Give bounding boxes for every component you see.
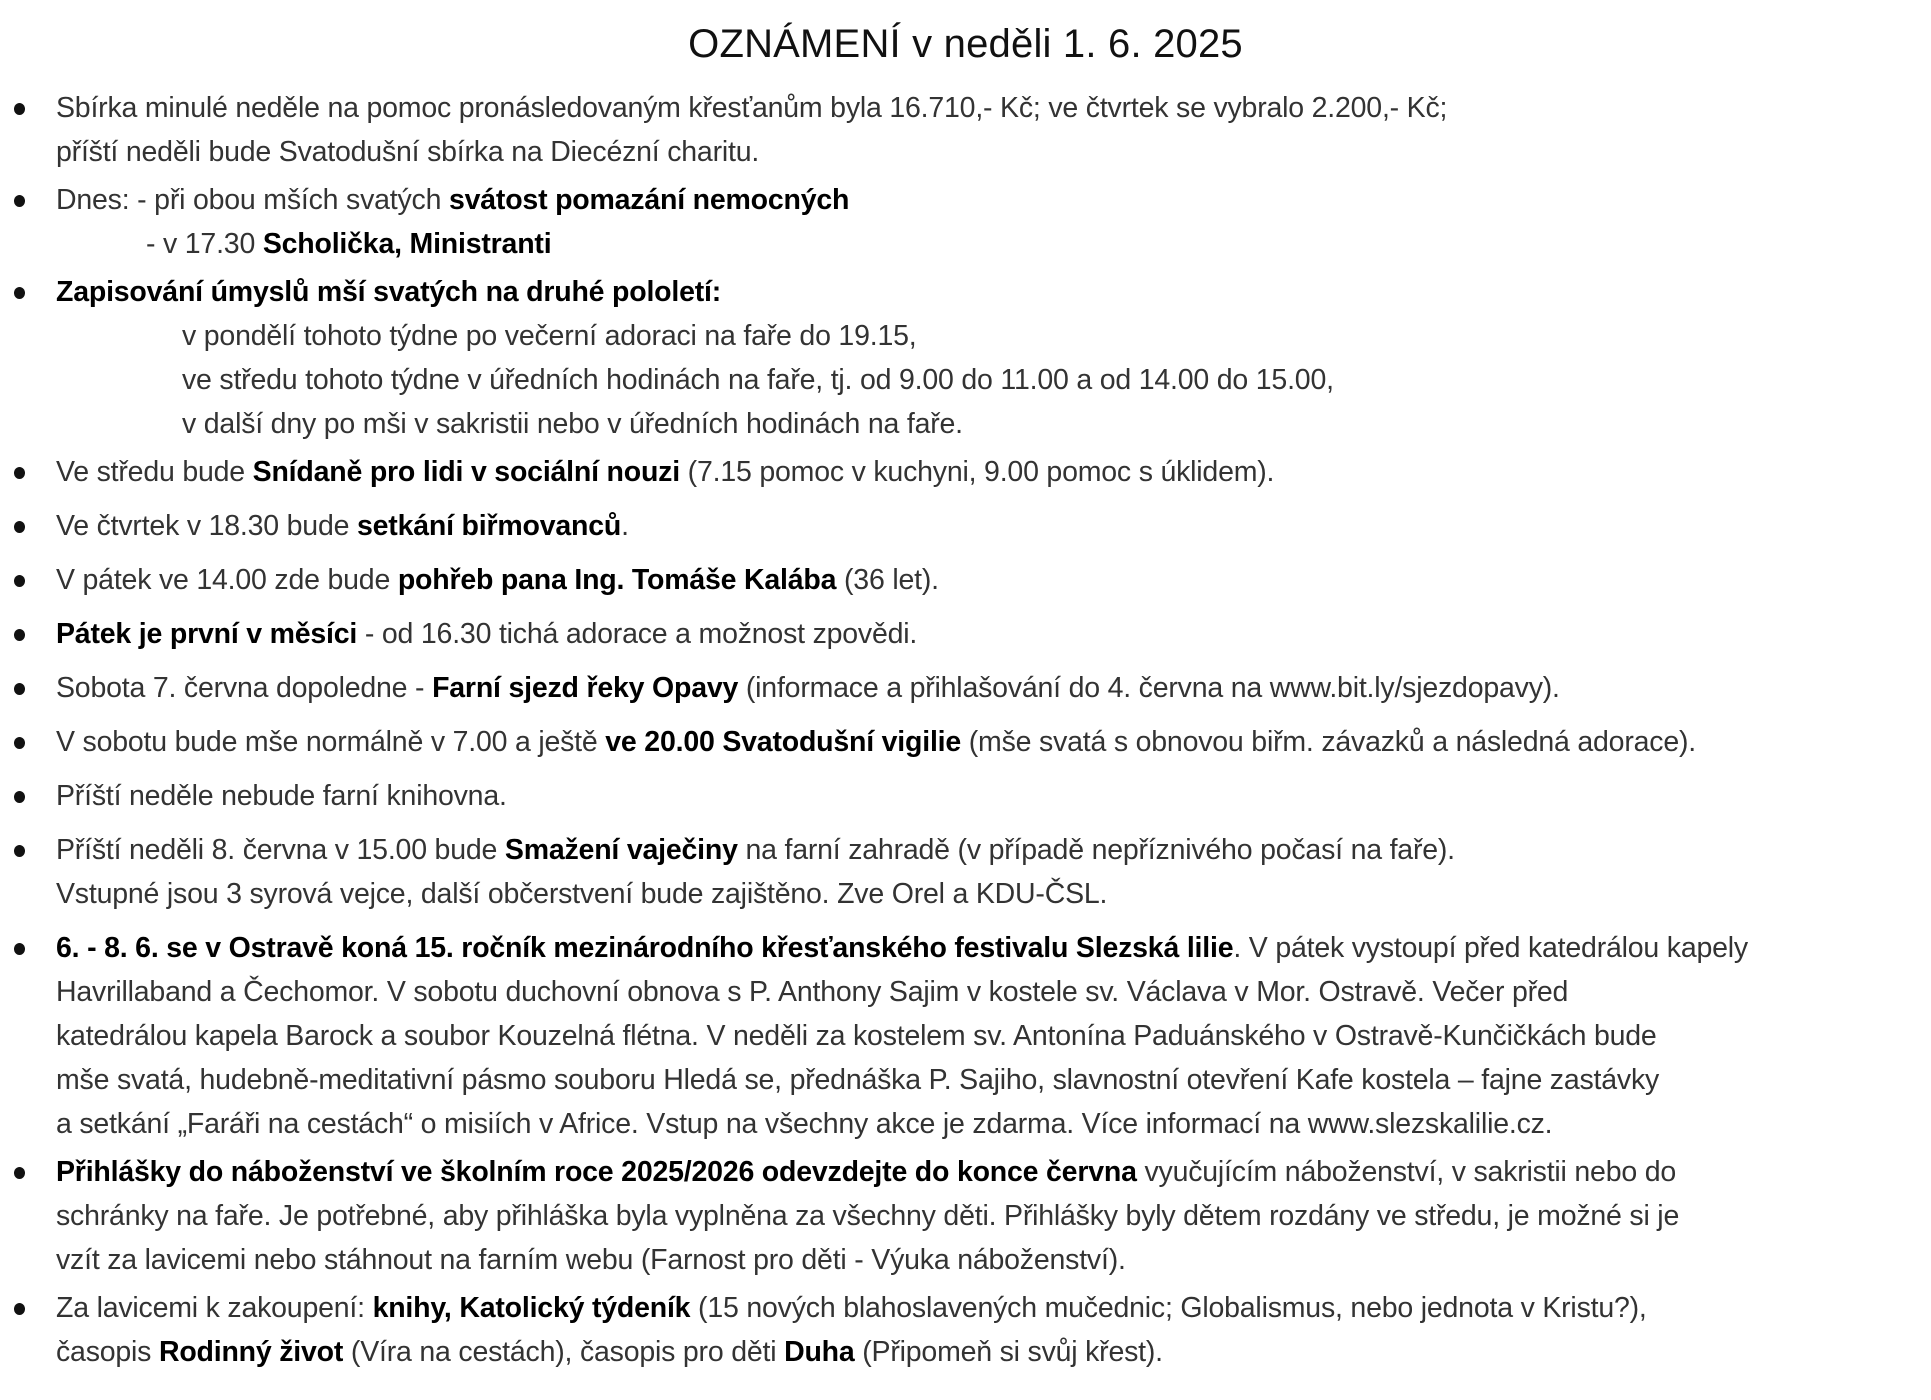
announcement-item <box>0 178 1931 266</box>
text-segment: (Připomeň si svůj křest). <box>854 1336 1163 1368</box>
text-segment: Ve čtvrtek v 18.30 bude <box>56 510 357 542</box>
text-segment: vyučujícím náboženství, v sakristii nebo do <box>1136 1156 1677 1188</box>
emphasis-text: pohřeb pana Ing. Tomáše Kalába <box>397 564 837 596</box>
announcement-item <box>0 926 1931 1146</box>
announcement-item <box>0 270 1931 446</box>
text-segment: Sbírka minulé neděle na pomoc pronásledovaným křesťanům byla 16.710,- Kč; ve čtvrtek se vybralo 2.200,- Kč; <box>56 92 1448 124</box>
announcement-list <box>0 86 1931 1378</box>
text-segment: (15 nových blahoslavených mučednic; Globalismus, nebo jednota v Kristu?), <box>690 1292 1647 1324</box>
bullet-icon <box>14 845 25 857</box>
text-line <box>56 1330 1931 1374</box>
bullet-icon <box>14 1167 25 1179</box>
emphasis-text: setkání biřmovanců <box>356 510 622 542</box>
text-segment: mše svatá, hudebně-meditativní pásmo souboru Hledá se, přednáška P. Sajiho, slavnostní otevření Kafe kostela – fajne zastávky <box>56 1064 1660 1096</box>
emphasis-text: Pátek je první v měsíci <box>56 618 358 650</box>
emphasis-text: Scholička, Ministranti <box>262 228 552 260</box>
text-line <box>56 86 1931 130</box>
text-line <box>56 178 1931 222</box>
text-segment: . <box>621 510 629 542</box>
text-line <box>56 828 1931 872</box>
text-line <box>56 314 1931 358</box>
bullet-icon <box>14 629 25 641</box>
text-segment: (Víra na cestách), časopis pro děti <box>343 1336 785 1368</box>
text-line <box>56 1150 1931 1194</box>
emphasis-text: ve 20.00 Svatodušní vigilie <box>605 726 962 758</box>
bullet-icon <box>14 737 25 749</box>
text-segment: schránky na faře. Je potřebné, aby přihláška byla vyplněna za všechny děti. Přihlášky byly dětem rozdány ve středu, je možné si je <box>56 1200 1680 1232</box>
emphasis-text: Duha <box>784 1336 855 1368</box>
announcement-item <box>0 1286 1931 1374</box>
text-segment: Havrillaband a Čechomor. V sobotu duchovní obnova s P. Anthony Sajim v kostele sv. Václava v Mor. Ostravě. Večer před <box>56 976 1569 1008</box>
announcement-item <box>0 450 1931 494</box>
text-segment: v další dny po mši v sakristii nebo v úředních hodinách na faře. <box>182 408 963 440</box>
text-line <box>56 558 1931 602</box>
emphasis-text: Přihlášky do náboženství ve školním roce 2025/2026 odevzdejte do konce června <box>56 1156 1137 1188</box>
text-segment: . V pátek vystoupí před katedrálou kapely <box>1233 932 1748 964</box>
announcement-item <box>0 612 1931 656</box>
text-segment: (7.15 pomoc v kuchyni, 9.00 pomoc s úklidem). <box>679 456 1275 488</box>
emphasis-text: Smažení vaječiny <box>504 834 738 866</box>
text-segment: (informace a přihlašování do 4. června na www.bit.ly/sjezdopavy). <box>738 672 1560 704</box>
announcement-item <box>0 558 1931 602</box>
bullet-icon <box>14 791 25 803</box>
bullet-icon <box>14 943 25 955</box>
text-line <box>56 1286 1931 1330</box>
emphasis-text: Zapisování úmyslů mší svatých na druhé pololetí: <box>56 276 722 308</box>
text-line <box>56 222 1931 266</box>
bullet-icon <box>14 287 25 299</box>
text-line <box>56 612 1931 656</box>
text-line <box>56 926 1931 970</box>
announcement-item <box>0 504 1931 548</box>
text-line <box>56 774 1931 818</box>
text-line <box>56 1014 1931 1058</box>
bullet-icon <box>14 103 25 115</box>
emphasis-text: Rodinný život <box>158 1336 344 1368</box>
text-segment: Dnes: - při obou mších svatých <box>56 184 449 216</box>
text-segment: V pátek ve 14.00 zde bude <box>56 564 398 596</box>
text-segment: (36 let). <box>836 564 939 596</box>
emphasis-text: knihy, Katolický týdeník <box>372 1292 691 1324</box>
text-segment: ve středu tohoto týdne v úředních hodinách na faře, tj. od 9.00 do 11.00 a od 14.00 do 15.00, <box>182 364 1334 396</box>
text-segment: na farní zahradě (v případě nepříznivého počasí na faře). <box>737 834 1455 866</box>
text-segment: příští neděli bude Svatodušní sbírka na Diecézní charitu. <box>56 136 760 168</box>
text-line <box>56 358 1931 402</box>
text-segment: a setkání „Faráři na cestách“ o misiích v Africe. Vstup na všechny akce je zdarma. Více informací na www.slezskalilie.cz. <box>56 1108 1553 1140</box>
emphasis-text: Snídaně pro lidi v sociální nouzi <box>252 456 680 488</box>
text-segment: - od 16.30 tichá adorace a možnost zpovědi. <box>357 618 918 650</box>
text-segment: Vstupné jsou 3 syrová vejce, další občerstvení bude zajištěno. Zve Orel a KDU-ČSL. <box>56 878 1108 910</box>
text-segment: Za lavicemi k zakoupení: <box>56 1292 373 1324</box>
announcement-item <box>0 666 1931 710</box>
text-line <box>56 450 1931 494</box>
announcement-item <box>0 1150 1931 1282</box>
text-segment: časopis <box>56 1336 159 1368</box>
bullet-icon <box>14 521 25 533</box>
text-line <box>56 270 1931 314</box>
text-line <box>56 130 1931 174</box>
text-segment: Ve středu bude <box>56 456 253 488</box>
text-line <box>56 666 1931 710</box>
text-line <box>56 970 1931 1014</box>
bullet-icon <box>14 575 25 587</box>
page-title: OZNÁMENÍ v neděli 1. 6. 2025 <box>688 22 1243 66</box>
text-segment: vzít za lavicemi nebo stáhnout na farním webu (Farnost pro děti - Výuka náboženství). <box>56 1244 1126 1276</box>
text-segment: - v 17.30 <box>146 228 263 260</box>
emphasis-text: Farní sjezd řeky Opavy <box>432 672 739 704</box>
text-line <box>56 1058 1931 1102</box>
text-line <box>56 504 1931 548</box>
text-line <box>56 1238 1931 1282</box>
text-line <box>56 1102 1931 1146</box>
text-segment: Příští neděle nebude farní knihovna. <box>56 780 507 812</box>
announcement-item <box>0 828 1931 916</box>
announcement-item <box>0 86 1931 174</box>
bullet-icon <box>14 1303 25 1315</box>
announcement-item <box>0 774 1931 818</box>
text-line <box>56 402 1931 446</box>
announcement-item <box>0 720 1931 764</box>
text-segment: (mše svatá s obnovou biřm. závazků a následná adorace). <box>961 726 1696 758</box>
bullet-icon <box>14 467 25 479</box>
bullet-icon <box>14 683 25 695</box>
text-segment: V sobotu bude mše normálně v 7.00 a ještě <box>56 726 606 758</box>
text-segment: v pondělí tohoto týdne po večerní adoraci na faře do 19.15, <box>182 320 917 352</box>
text-segment: katedrálou kapela Barock a soubor Kouzelná flétna. V neděli za kostelem sv. Antonína Paduánského v Ostravě-Kunčičkách bude <box>56 1020 1657 1052</box>
text-line <box>56 872 1931 916</box>
emphasis-text: svátost pomazání nemocných <box>448 184 850 216</box>
text-segment: Sobota 7. června dopoledne - <box>56 672 433 704</box>
emphasis-text: 6. - 8. 6. se v Ostravě koná 15. ročník mezinárodního křesťanského festivalu Slezská lilie <box>56 932 1234 964</box>
bullet-icon <box>14 195 25 207</box>
text-segment: Příští neděli 8. června v 15.00 bude <box>56 834 505 866</box>
text-line <box>56 720 1931 764</box>
text-line <box>56 1194 1931 1238</box>
